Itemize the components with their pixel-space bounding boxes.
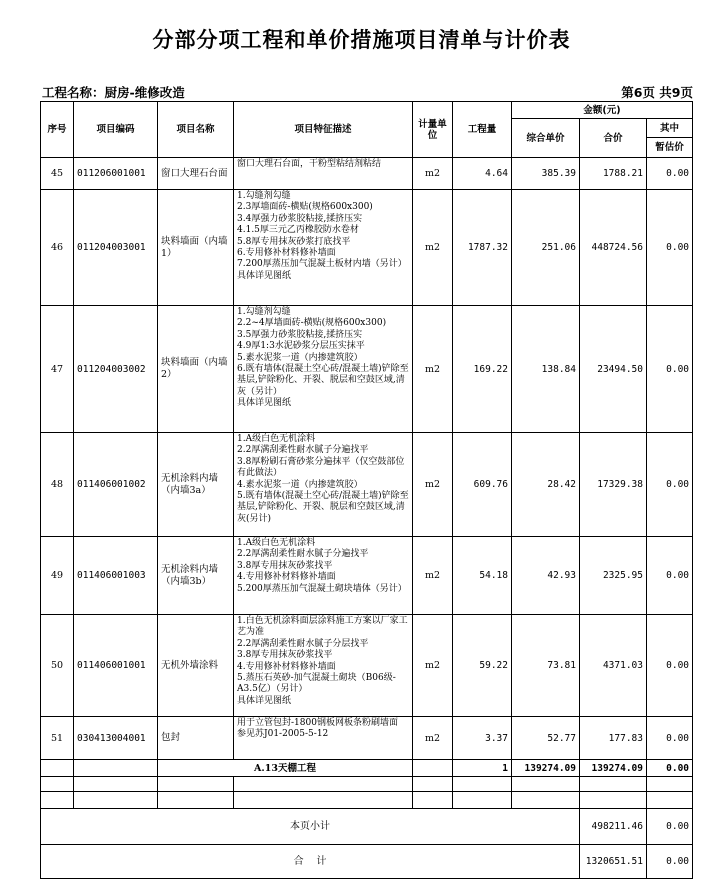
row-qty: 1787.32 — [453, 190, 512, 306]
desc-line: 具体详见图纸 — [237, 695, 292, 706]
desc-line: 4.1.5厚三元乙丙橡胶防水卷材 — [237, 225, 359, 236]
table-row — [41, 537, 693, 615]
table-row — [41, 615, 693, 717]
row-unit-price: 73.81 — [512, 615, 580, 717]
desc-line: 6.专用修补材料修补墙面 — [237, 248, 336, 259]
row-unit-price: 52.77 — [512, 717, 580, 760]
row-name: 包封 — [158, 717, 234, 760]
row-code: 030413004001 — [74, 717, 158, 760]
header-of-which: 其中 — [647, 119, 693, 138]
row-qty: 3.37 — [453, 717, 512, 760]
row-seq: 45 — [41, 158, 74, 190]
empty-cell — [74, 760, 158, 777]
row-seq: 49 — [41, 537, 74, 615]
row-total: 448724.56 — [580, 190, 647, 306]
row-qty: 609.76 — [453, 433, 512, 537]
desc-line: 3.8厚专用抹灰砂浆找平 — [237, 650, 333, 661]
empty-cell — [453, 792, 512, 809]
header-name: 项目名称 — [158, 102, 234, 158]
empty-cell — [413, 792, 453, 809]
blank-row — [41, 777, 693, 792]
header-code: 项目编码 — [74, 102, 158, 158]
section-unit-price: 139274.09 — [512, 760, 580, 777]
row-total: 4371.03 — [580, 615, 647, 717]
row-desc — [234, 537, 413, 615]
row-seq: 50 — [41, 615, 74, 717]
row-total: 23494.50 — [580, 306, 647, 433]
desc-line: 1.勾缝剂勾缝 — [237, 191, 291, 201]
desc-line: 7.200厚蒸压加气混凝土板材内墙（另计） — [237, 259, 407, 270]
page-info: 第6页 共9页 — [621, 85, 693, 100]
desc-line: 1.白色无机涂料面层涂料施工方案以厂家工艺为准 — [237, 616, 408, 638]
row-provisional: 0.00 — [647, 537, 693, 615]
header-unit: 计量单位 — [413, 102, 453, 158]
row-unit: m2 — [413, 306, 453, 433]
row-name: 块料墙面（内墙2） — [158, 306, 234, 433]
row-name: 块料墙面（内墙1） — [158, 190, 234, 306]
desc-line: 2.2厚满刮柔性耐水腻子分遍找平 — [237, 445, 369, 456]
row-unit-price: 28.42 — [512, 433, 580, 537]
empty-cell — [647, 792, 693, 809]
row-total: 17329.38 — [580, 433, 647, 537]
desc-line: 3.5厚强力砂浆胶粘接,揉挤压实 — [237, 329, 363, 340]
desc-line: 3.4厚强力砂浆胶粘接,揉挤压实 — [237, 213, 363, 224]
empty-cell — [580, 792, 647, 809]
row-unit: m2 — [413, 537, 453, 615]
grand-total-row — [41, 845, 693, 879]
row-qty: 169.22 — [453, 306, 512, 433]
desc-line: 2.2厚满刮柔性耐水腻子分遍找平 — [237, 549, 369, 560]
row-code: 011406001003 — [74, 537, 158, 615]
row-code: 011206001001 — [74, 158, 158, 190]
row-unit-price: 138.84 — [512, 306, 580, 433]
desc-line: 3.8厚粉刷石膏砂浆分遍抹平（仅空鼓部位有此做法） — [237, 456, 405, 479]
row-desc — [234, 306, 413, 433]
row-provisional: 0.00 — [647, 433, 693, 537]
header-total: 合价 — [580, 119, 647, 158]
table-row — [41, 190, 693, 306]
section-provisional: 0.00 — [647, 760, 693, 777]
table-row — [41, 158, 693, 190]
row-unit: m2 — [413, 615, 453, 717]
empty-cell — [74, 792, 158, 809]
section-subtotal-row — [41, 760, 693, 777]
desc-line: 2.2厚满刮柔性耐水腻子分层找平 — [237, 638, 369, 649]
row-name: 无机涂料内墙（内墙3b） — [158, 537, 234, 615]
project-name: 工程名称：厨房-维修改造 — [42, 85, 185, 100]
header-qty: 工程量 — [453, 102, 512, 158]
row-qty: 54.18 — [453, 537, 512, 615]
desc-line: 3.8厚专用抹灰砂浆找平 — [237, 560, 333, 571]
header-unit-price: 综合单价 — [512, 119, 580, 158]
row-desc — [234, 158, 413, 190]
desc-line: 1.A级白色无机涂料 — [237, 538, 316, 548]
desc-line: 窗口大理石台面，干粉型粘结剂粘结 — [237, 159, 382, 169]
section-total: 139274.09 — [580, 760, 647, 777]
row-unit: m2 — [413, 717, 453, 760]
grand-total-provisional: 0.00 — [647, 845, 693, 879]
row-unit: m2 — [413, 433, 453, 537]
desc-line: 5.200厚蒸压加气混凝土砌块墙体（另计） — [237, 583, 407, 594]
row-provisional: 0.00 — [647, 190, 693, 306]
table-row — [41, 433, 693, 537]
row-provisional: 0.00 — [647, 306, 693, 433]
row-desc — [234, 190, 413, 306]
desc-line: 5.蒸压石英砂-加气混凝土砌块（B06级-A3.5亿）（另计） — [237, 673, 396, 695]
desc-line: 5.既有墙体(混凝土空心砖/混凝土墙)铲除至基层,铲除粉化、开裂、脱层和空鼓区域,清灰(另计) — [237, 491, 409, 524]
page-subtotal-provisional: 0.00 — [647, 809, 693, 845]
desc-line: 2.2~4厚墙面砖-横贴(规格600x300) — [237, 318, 387, 329]
empty-cell — [453, 777, 512, 792]
grand-total-total: 1320651.51 — [580, 845, 647, 879]
row-name: 无机涂料内墙（内墙3a） — [158, 433, 234, 537]
desc-line: 5.8厚专用抹灰砂浆打底找平 — [237, 236, 351, 247]
empty-cell — [647, 777, 693, 792]
row-desc — [234, 433, 413, 537]
desc-line: 6.既有墙体(混凝土空心砖/混凝土墙)铲除至基层,铲除粉化、开裂、脱层和空鼓区域,清灰（另计） — [237, 364, 409, 397]
row-seq: 51 — [41, 717, 74, 760]
row-unit: m2 — [413, 158, 453, 190]
desc-line: 4.9厚1:3水泥砂浆分层压实抹平 — [237, 341, 365, 352]
row-unit-price: 251.06 — [512, 190, 580, 306]
header-provisional: 暂估价 — [647, 138, 693, 158]
empty-cell — [413, 777, 453, 792]
desc-line: 4.素水泥浆一道（内掺建筑胶） — [237, 479, 363, 490]
header-amount: 金额(元) — [512, 102, 693, 119]
desc-line: 参见苏J01-2005-5-12 — [237, 729, 329, 740]
row-provisional: 0.00 — [647, 615, 693, 717]
empty-cell — [41, 760, 74, 777]
empty-cell — [413, 760, 453, 777]
desc-line: 1.勾缝剂勾缝 — [237, 307, 291, 317]
desc-line: 1.A级白色无机涂料 — [237, 434, 316, 444]
row-code: 011204003001 — [74, 190, 158, 306]
empty-cell — [41, 792, 74, 809]
row-code: 011406001002 — [74, 433, 158, 537]
empty-cell — [74, 777, 158, 792]
row-name: 无机外墙涂料 — [158, 615, 234, 717]
desc-line: 4.专用修补材料修补墙面 — [237, 572, 336, 583]
row-seq: 48 — [41, 433, 74, 537]
row-total: 177.83 — [580, 717, 647, 760]
section-qty: 1 — [453, 760, 512, 777]
row-seq: 46 — [41, 190, 74, 306]
page-subtotal-row — [41, 809, 693, 845]
page-title: 分部分项工程和单价措施项目清单与计价表 — [152, 28, 571, 52]
row-desc — [234, 717, 413, 760]
row-unit-price: 42.93 — [512, 537, 580, 615]
row-qty: 4.64 — [453, 158, 512, 190]
grand-total-label: 合 计 — [41, 845, 580, 879]
empty-cell — [234, 792, 413, 809]
page-subtotal-label: 本页小计 — [41, 809, 580, 845]
desc-line: 5.素水泥浆一道（内掺建筑胶） — [237, 352, 363, 363]
desc-line: 用于立管包封-1800钢板网板条粉刷墙面 — [237, 718, 398, 728]
row-code: 011406001001 — [74, 615, 158, 717]
row-unit: m2 — [413, 190, 453, 306]
desc-line: 具体详见图纸 — [237, 398, 292, 409]
blank-row — [41, 792, 693, 809]
empty-cell — [234, 777, 413, 792]
desc-line: 4.专用修补材料修补墙面 — [237, 661, 336, 672]
empty-cell — [158, 777, 234, 792]
row-qty: 59.22 — [453, 615, 512, 717]
empty-cell — [41, 777, 74, 792]
row-code: 011204003002 — [74, 306, 158, 433]
row-seq: 47 — [41, 306, 74, 433]
row-desc — [234, 615, 413, 717]
empty-cell — [580, 777, 647, 792]
header-desc: 项目特征描述 — [234, 102, 413, 158]
desc-line: 2.3厚墙面砖-横贴(规格600x300) — [237, 202, 373, 213]
empty-cell — [158, 792, 234, 809]
table-row — [41, 306, 693, 433]
pricing-table — [40, 101, 693, 879]
row-provisional: 0.00 — [647, 717, 693, 760]
row-total: 2325.95 — [580, 537, 647, 615]
row-name: 窗口大理石台面 — [158, 158, 234, 190]
header-seq: 序号 — [41, 102, 74, 158]
table-row — [41, 717, 693, 760]
desc-line: 具体详见图纸 — [237, 270, 292, 281]
page-subtotal-total: 498211.46 — [580, 809, 647, 845]
empty-cell — [512, 792, 580, 809]
empty-cell — [512, 777, 580, 792]
section-name: A.13天棚工程 — [158, 760, 413, 777]
row-total: 1788.21 — [580, 158, 647, 190]
row-provisional: 0.00 — [647, 158, 693, 190]
row-unit-price: 385.39 — [512, 158, 580, 190]
